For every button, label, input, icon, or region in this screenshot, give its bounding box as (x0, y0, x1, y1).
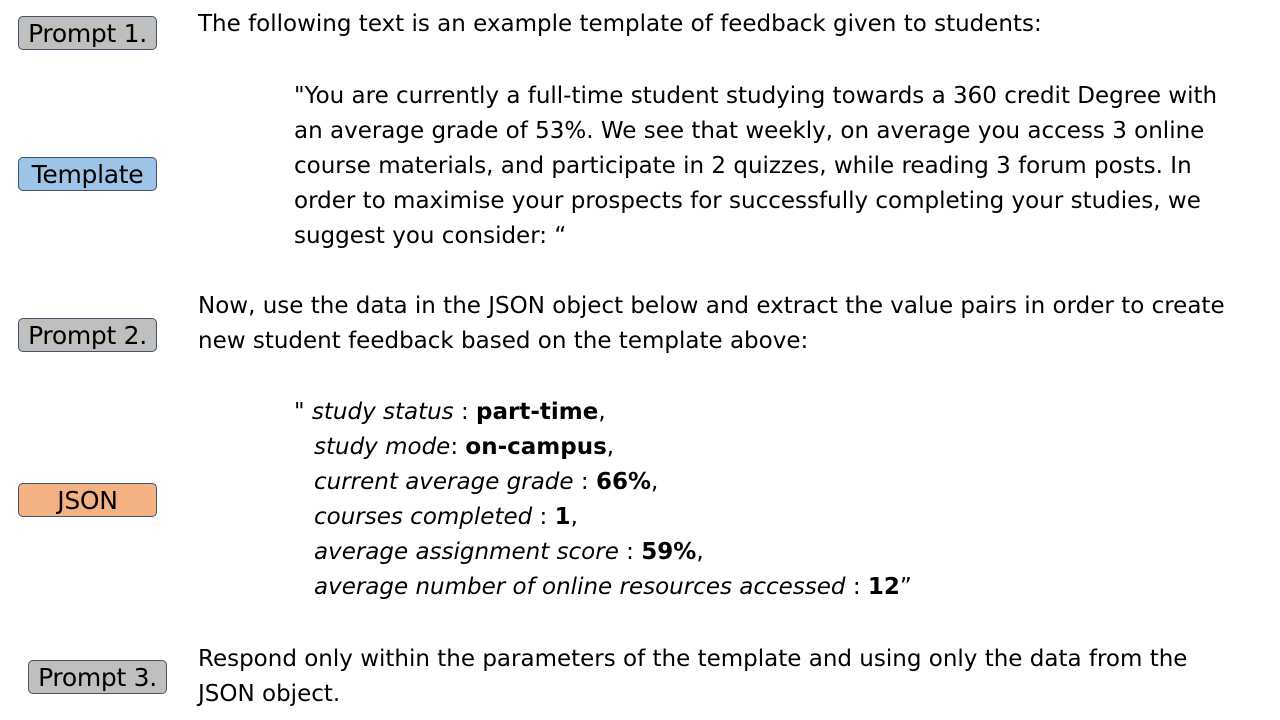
json-object (294, 395, 912, 605)
json-value: 12 (867, 574, 900, 600)
close-quote: ” (899, 574, 912, 600)
prompt-3-line: JSON object. (198, 681, 341, 707)
prompt-3-text (198, 642, 1187, 712)
json-value: part-time (476, 399, 599, 425)
json-trail: , (696, 539, 704, 565)
json-field (294, 465, 912, 500)
json-field (294, 535, 912, 570)
json-key: average number of online resources accessed (314, 574, 846, 600)
json-sep: : (453, 399, 477, 425)
prompt-2-line: new student feedback based on the template above: (198, 328, 809, 354)
template-text (294, 79, 1217, 254)
json-sep: : (573, 469, 596, 495)
prompt-2-label: Prompt 2. (18, 318, 157, 352)
json-value: 66% (595, 469, 651, 495)
json-sep: : (532, 504, 555, 530)
prompt-1-label: Prompt 1. (18, 16, 157, 50)
prompt-2-text (198, 289, 1225, 359)
json-value: 59% (641, 539, 697, 565)
json-field (294, 430, 912, 465)
json-key: study status (311, 399, 454, 425)
json-key: current average grade (314, 469, 574, 495)
json-trail: , (598, 399, 606, 425)
template-line: suggest you consider: “ (294, 223, 567, 249)
json-key: courses completed (314, 504, 533, 530)
json-field (294, 570, 912, 605)
json-trail: , (651, 469, 659, 495)
json-sep: : (845, 574, 868, 600)
json-label: JSON (18, 483, 157, 517)
template-line: course materials, and participate in 2 quizzes, while reading 3 forum posts. In (294, 153, 1192, 179)
json-trail: , (606, 434, 615, 460)
prompt-1-text: The following text is an example template of feedback given to students: (198, 11, 1042, 37)
prompt-3-label: Prompt 3. (28, 660, 167, 694)
prompt-2-line: Now, use the data in the JSON object below and extract the value pairs in order to create (198, 293, 1225, 319)
json-value: 1 (554, 504, 571, 530)
open-quote: " (294, 399, 312, 425)
template-line: order to maximise your prospects for successfully completing your studies, we (294, 188, 1201, 214)
template-line: "You are currently a full-time student studying towards a 360 credit Degree with (294, 83, 1218, 109)
template-label: Template (18, 157, 157, 191)
json-value: on-campus (465, 434, 607, 460)
json-trail: , (570, 504, 578, 530)
json-sep: : (618, 539, 642, 565)
json-field (294, 395, 912, 430)
prompt-3-line: Respond only within the parameters of the template and using only the data from the (198, 646, 1188, 672)
json-key: study mode (314, 434, 451, 460)
json-field (294, 500, 912, 535)
template-line: an average grade of 53%. We see that weekly, on average you access 3 online (294, 118, 1205, 144)
json-sep: : (450, 434, 466, 460)
json-key: average assignment score (314, 539, 619, 565)
